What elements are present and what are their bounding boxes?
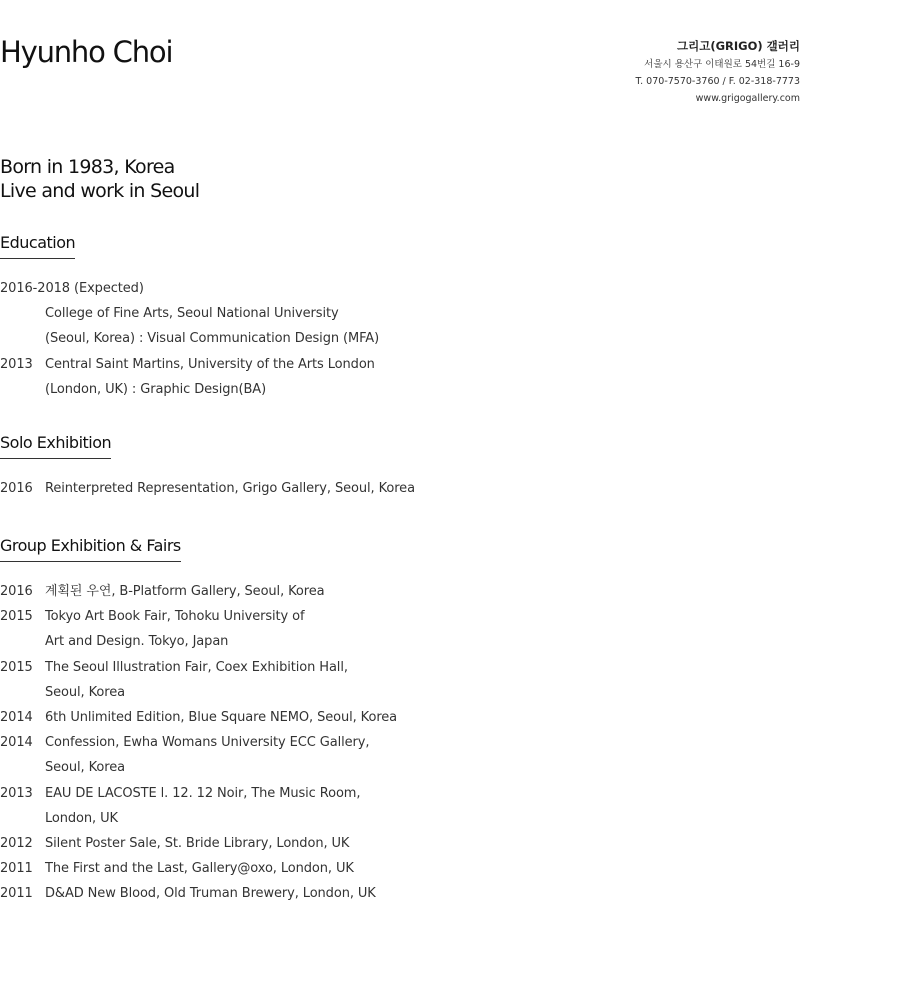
entry-year: 2011 [0,861,33,877]
entry-description [45,856,354,881]
entry-description [45,579,325,604]
artist-name: Hyunho Choi [0,35,173,69]
entry-line: 6th Unlimited Edition, Blue Square NEMO, Seoul, Korea [45,710,398,726]
group-exhibition-heading: Group Exhibition & Fairs [0,534,181,562]
group-exhibition-entry [0,655,397,705]
gallery-address: 서울시 용산구 이태원로 54번길 16-9 [644,59,800,70]
solo-exhibition-heading: Solo Exhibition [0,431,111,459]
education-entry [0,301,379,351]
entry-year: 2011 [0,886,33,902]
entry-year: 2013 [0,785,33,801]
entry-line: 계획된 우연, B-Platform Gallery, Seoul, Korea [45,584,325,599]
entry-line: College of Fine Arts, Seoul National University [45,306,339,322]
education-period: 2016-2018 (Expected) [0,281,144,296]
entry-description [45,604,304,654]
group-exhibition-entry [0,831,397,856]
group-exhibition-entry [0,856,397,881]
group-exhibition-entry [0,579,397,604]
entry-year [0,301,45,351]
entry-description [45,705,397,730]
group-exhibition-entry [0,781,397,831]
entry-line: London, UK [45,810,118,826]
entry-line: Tokyo Art Book Fair, Tohoku University of [45,609,305,625]
group-exhibition-list [0,579,397,907]
entry-line: Seoul, Korea [45,684,125,700]
entry-line: Confession, Ewha Womans University ECC Gallery, [45,735,370,751]
solo-exhibition-list [0,476,415,501]
gallery-phone: T. 070-7570-3760 / F. 02-318-7773 [635,76,800,87]
entry-year: 2015 [0,659,33,675]
entry-description [45,781,360,831]
group-exhibition-entry [0,604,397,654]
education-list [0,276,379,402]
entry-description [45,301,379,351]
group-exhibition-entry [0,730,397,780]
entry-year: 2014 [0,710,33,726]
entry-line: Central Saint Martins, University of the Arts London [45,356,375,372]
entry-line: EAU DE LACOSTE l. 12. 12 Noir, The Music Room, [45,785,361,801]
entry-description [45,655,348,705]
entry-year: 2015 [0,609,33,625]
entry-line: Seoul, Korea [45,760,125,776]
bio-residence: Live and work in Seoul [0,180,200,202]
entry-year: 2016 [0,481,33,496]
entry-line: (London, UK) : Graphic Design(BA) [45,381,267,397]
education-entry [0,352,379,402]
entry-line: Silent Poster Sale, St. Bride Library, London, UK [45,836,350,852]
entry-description [45,730,369,780]
solo-exhibition-entry [0,476,415,501]
entry-description [45,352,375,402]
entry-line: (Seoul, Korea) : Visual Communication Design (MFA) [45,331,380,347]
entry-description [45,881,376,906]
entry-description [45,476,415,501]
entry-year: 2016 [0,584,33,599]
artist-bio [0,155,199,203]
entry-line: The Seoul Illustration Fair, Coex Exhibition Hall, [45,659,348,675]
education-heading: Education [0,231,75,259]
gallery-website[interactable]: www.grigogallery.com [695,93,800,104]
entry-line: Art and Design. Tokyo, Japan [45,634,229,650]
group-exhibition-entry [0,705,397,730]
gallery-name: 그리고(GRIGO) 갤러리 [677,39,800,53]
entry-year: 2012 [0,836,33,852]
gallery-info [635,36,800,107]
entry-year: 2013 [0,356,33,372]
entry-line: D&AD New Blood, Old Truman Brewery, London, UK [45,886,376,902]
bio-birth: Born in 1983, Korea [0,156,175,178]
entry-year: 2014 [0,735,33,751]
entry-description [45,831,349,856]
entry-line: The First and the Last, Gallery@oxo, London, UK [45,861,354,877]
entry-line: Reinterpreted Representation, Grigo Gallery, Seoul, Korea [45,481,415,496]
group-exhibition-entry [0,881,397,906]
